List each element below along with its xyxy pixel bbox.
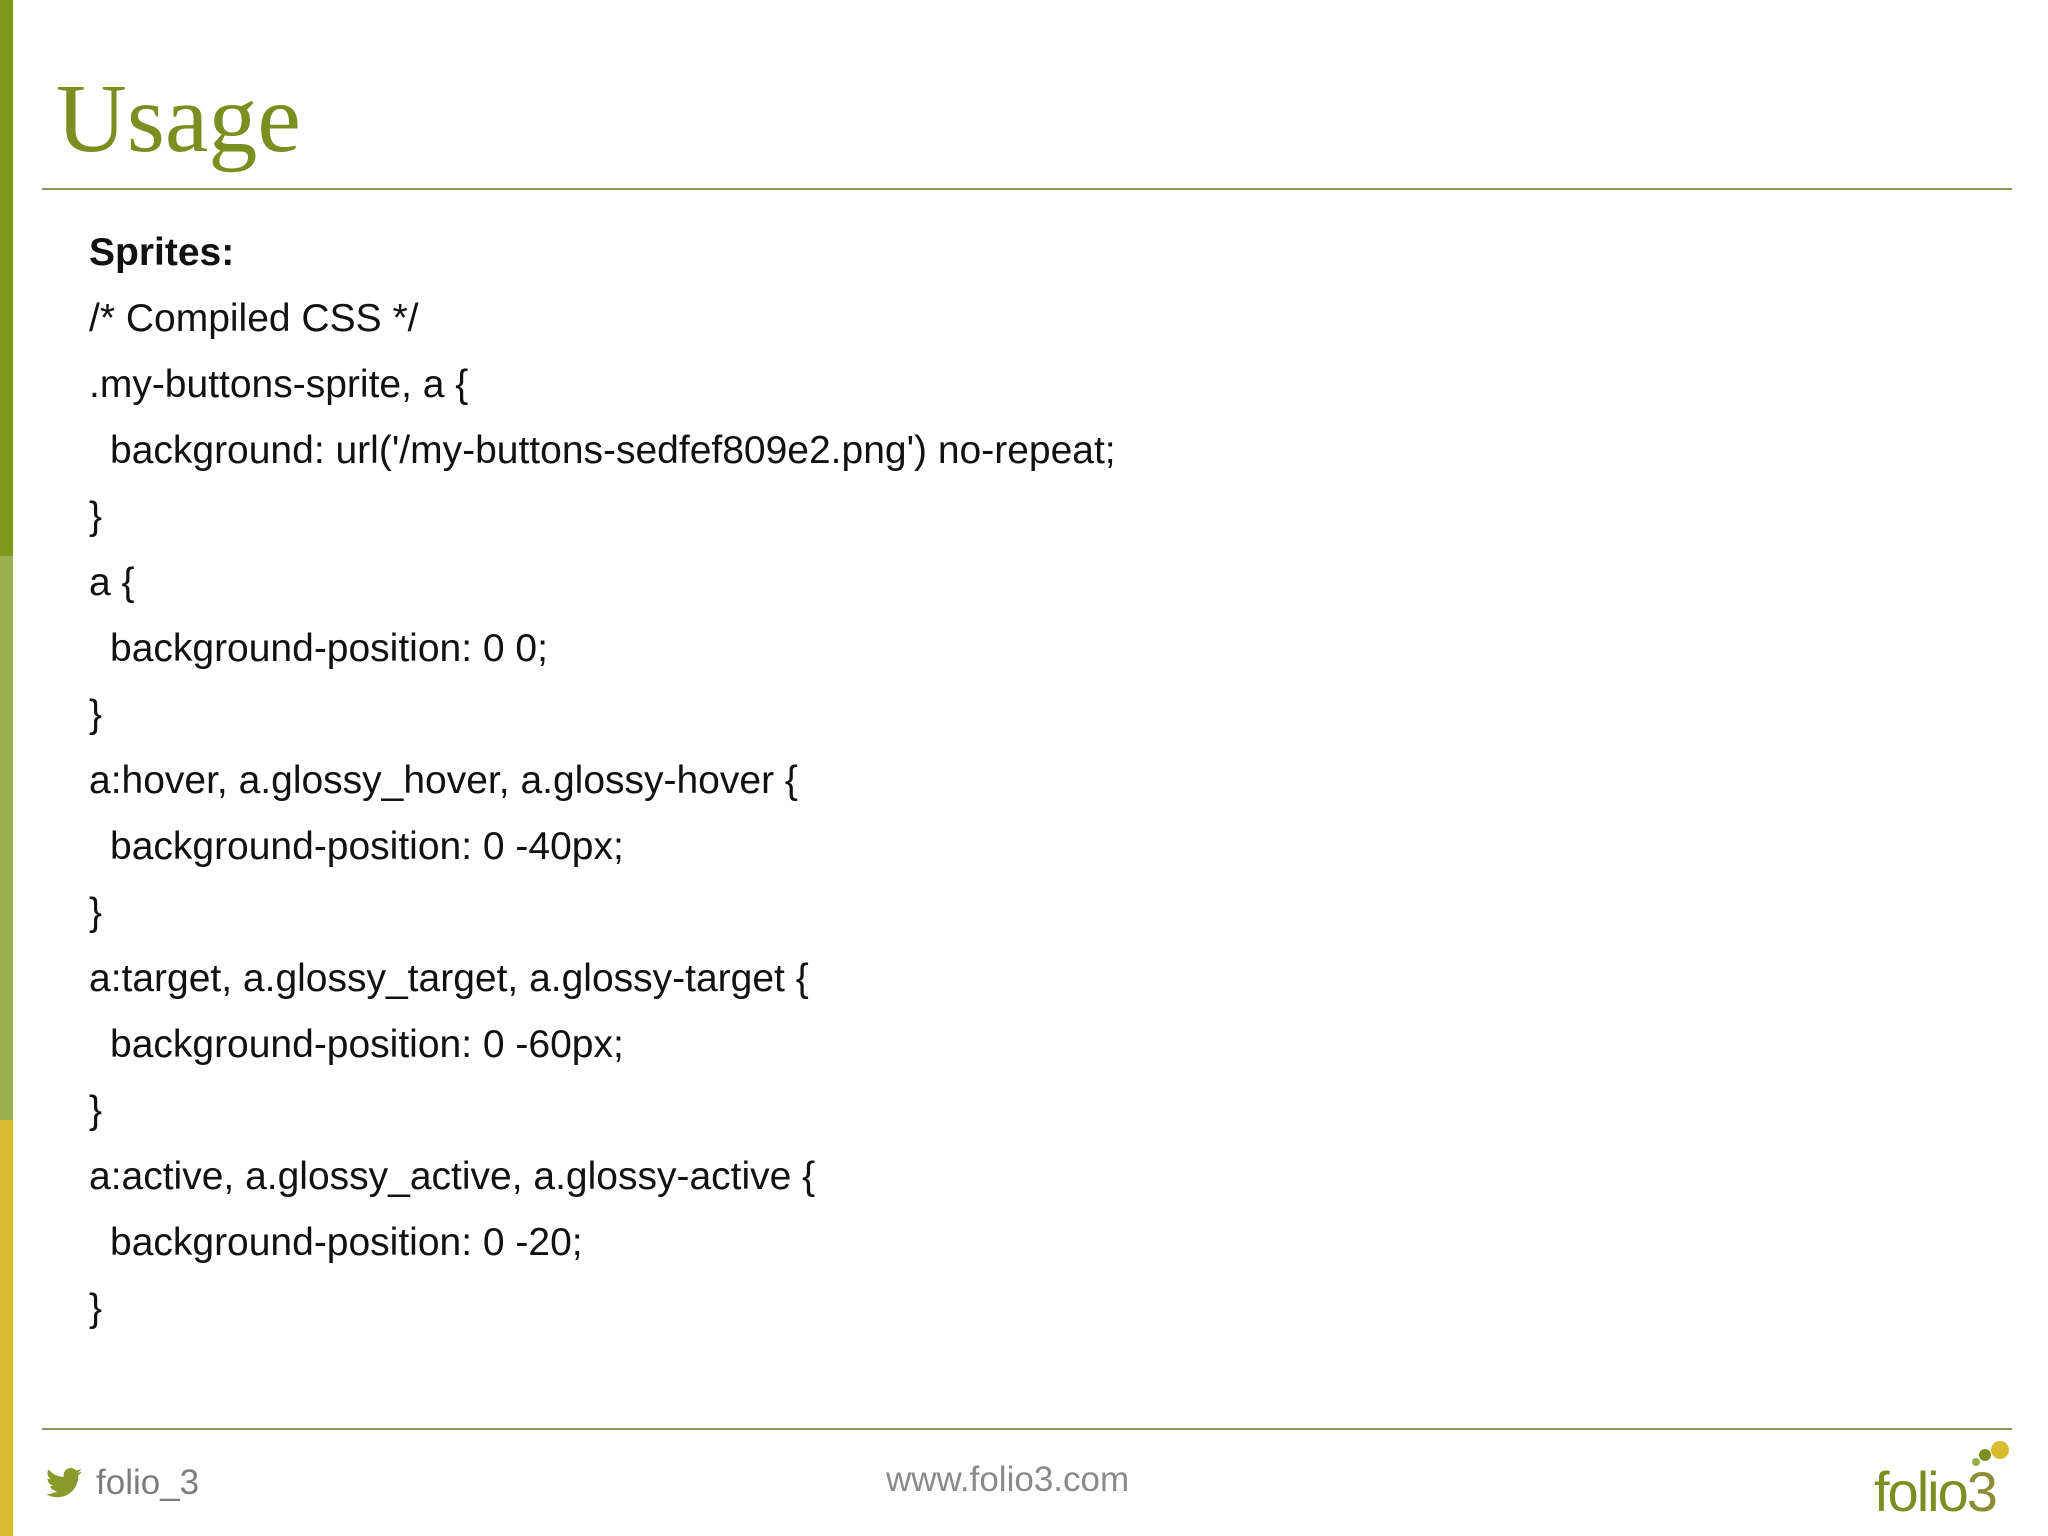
code-line: } — [89, 891, 103, 934]
accent-segment-middle — [0, 556, 13, 1120]
footer-divider — [42, 1428, 2012, 1430]
accent-bar — [0, 0, 13, 1536]
code-line: a:active, a.glossy_active, a.glossy-active { — [89, 1155, 816, 1198]
code-line: } — [89, 1287, 103, 1330]
code-line: background-position: 0 -20; — [110, 1221, 583, 1264]
accent-segment-top — [0, 0, 13, 556]
logo-text-number: 3 — [1966, 1460, 1996, 1523]
code-line: background-position: 0 -40px; — [110, 825, 624, 868]
slide-content — [89, 220, 1989, 1342]
twitter-bird-icon — [46, 1468, 82, 1498]
title-divider — [42, 188, 2012, 190]
code-line: background-position: 0 -60px; — [110, 1023, 624, 1066]
code-line: } — [89, 495, 103, 538]
code-line: /* Compiled CSS */ — [89, 297, 419, 340]
code-line: background: url('/my-buttons-sedfef809e2.png') no-repeat; — [110, 429, 1116, 472]
accent-segment-bottom — [0, 1120, 13, 1536]
twitter-handle: folio_3 — [96, 1463, 200, 1502]
code-line: } — [89, 1089, 103, 1132]
code-line: } — [89, 693, 103, 736]
footer-website-link[interactable]: www.folio3.com — [886, 1460, 1130, 1499]
code-line: a:target, a.glossy_target, a.glossy-target { — [89, 957, 809, 1000]
code-line: a { — [89, 561, 135, 604]
section-heading: Sprites: — [89, 231, 235, 274]
code-line: .my-buttons-sprite, a { — [89, 363, 469, 406]
logo-text-main: folio — [1874, 1460, 1967, 1523]
code-line: a:hover, a.glossy_hover, a.glossy-hover { — [89, 759, 798, 802]
folio3-logo — [1874, 1440, 2014, 1523]
code-line: background-position: 0 0; — [110, 627, 548, 670]
code-block — [89, 286, 1989, 1342]
logo-text — [1874, 1460, 1996, 1523]
slide-title: Usage — [56, 65, 301, 173]
footer-twitter[interactable] — [46, 1458, 199, 1508]
